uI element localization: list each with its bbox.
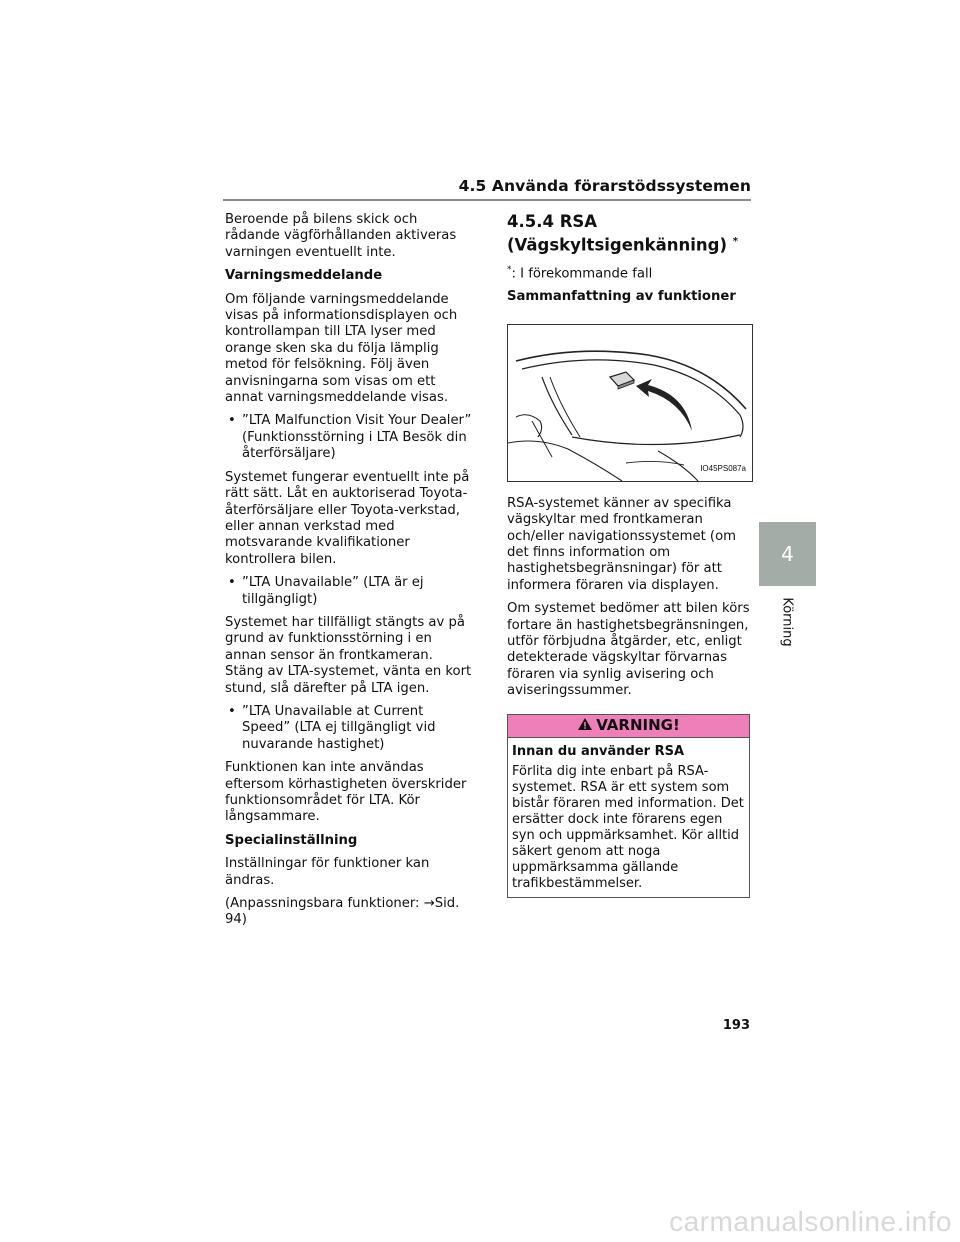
- bullet-item: • ”LTA Malfunction Visit Your Dealer” (Funktionsstörning i LTA Besök din återförsäljare): [225, 413, 475, 462]
- chapter-label-text: Körning: [779, 597, 795, 647]
- paragraph: Om systemet bedömer att bilen körs fortare än hastighetsbegränsningen, utför förbjudna åtgärder, etc, enligt detekterade vägskyltar förvarnas föraren via synlig avisering och aviseringssummer.: [507, 601, 750, 699]
- warning-triangle-icon: [577, 717, 593, 734]
- paragraph: RSA-systemet känner av specifika vägskyltar med frontkameran och/eller navigationssystemet (om det finns information om hastighetsbegränsningar) för att informera föraren via displayen.: [507, 495, 736, 593]
- page-number: 193: [722, 1018, 750, 1033]
- section-title-line2: (Vägskyltsigenkänning): [507, 235, 728, 255]
- subheading-warning-message: Varningsmeddelande: [225, 268, 383, 284]
- footnote-text: : I förekommande fall: [511, 265, 653, 281]
- left-column: [225, 212, 475, 936]
- warning-title: VARNING!: [596, 716, 680, 735]
- section-header-title: 4.5 Använda förarstödssystemen: [458, 177, 751, 195]
- watermark-text: carmanualsonline.info: [669, 1206, 952, 1237]
- cross-reference-link[interactable]: (Anpassningsbara funktioner: →Sid. 94): [225, 896, 460, 928]
- warning-body: [508, 738, 749, 897]
- paragraph: Systemet har tillfälligt stängts av på grund av funktionsstörning i en annan sensor än frontkameran. Stäng av LTA-systemet, vänta en kort stund, slå därefter på LTA igen.: [225, 614, 472, 696]
- warning-text: Förlita dig inte enbart på RSA-systemet. RSA är ett system som bistår föraren med information. Det ersätter dock inte förarens egen syn och uppmärksamhet. Kör alltid säkert genom att noga uppmärksamma gällande trafikbestämmelser.: [512, 763, 744, 891]
- windshield-camera-figure: [507, 324, 753, 482]
- warning-box: [507, 714, 750, 898]
- warning-subheading: Innan du använder RSA: [512, 743, 685, 759]
- paragraph: Systemet fungerar eventuellt inte på rätt sätt. Låt en auktoriserad Toyota-återförsäljare eller Toyota-verkstad, eller annan verkstad med motsvarande kvalifikationer kontrollera bilen.: [225, 469, 470, 567]
- figure-code: IO45PS087a: [700, 464, 746, 474]
- chapter-number: 4: [781, 542, 794, 566]
- bullet-item: • ”LTA Unavailable” (LTA är ej tillgängligt): [225, 575, 475, 608]
- section-title-mark: *: [732, 236, 739, 247]
- section-title-line1: 4.5.4 RSA: [507, 212, 598, 231]
- chapter-tab[interactable]: [759, 522, 816, 586]
- right-column: [507, 212, 753, 898]
- subheading-function-summary: Sammanfattning av funktioner: [507, 289, 736, 305]
- section-title: [507, 212, 753, 256]
- windshield-illustration: [508, 325, 752, 481]
- paragraph: Funktionen kan inte användas eftersom körhastigheten överskrider funktionsområdet för LTA. Kör långsammare.: [225, 760, 467, 825]
- chapter-label: [772, 592, 802, 652]
- paragraph: Inställningar för funktioner kan ändras.: [225, 856, 430, 888]
- footnote-line: [507, 262, 753, 283]
- paragraph: Om följande varningsmeddelande visas på informationsdisplayen och kontrollampan till LTA lyser med orange sken ska du följa lämplig metod för felsökning. Följ även anvisningarna som visas om ett annat varningsmeddelande visas.: [225, 291, 458, 406]
- warning-header: [508, 715, 749, 738]
- bullet-item: • ”LTA Unavailable at Current Speed” (LTA ej tillgängligt vid nuvarande hastighet): [225, 704, 475, 753]
- paragraph: Beroende på bilens skick och rådande vägförhållanden aktiveras varningen eventuellt inte.: [225, 212, 457, 260]
- subheading-special-setting: Specialinställning: [225, 832, 358, 848]
- footnote-mark: *: [507, 264, 512, 275]
- header-rule: [223, 199, 751, 201]
